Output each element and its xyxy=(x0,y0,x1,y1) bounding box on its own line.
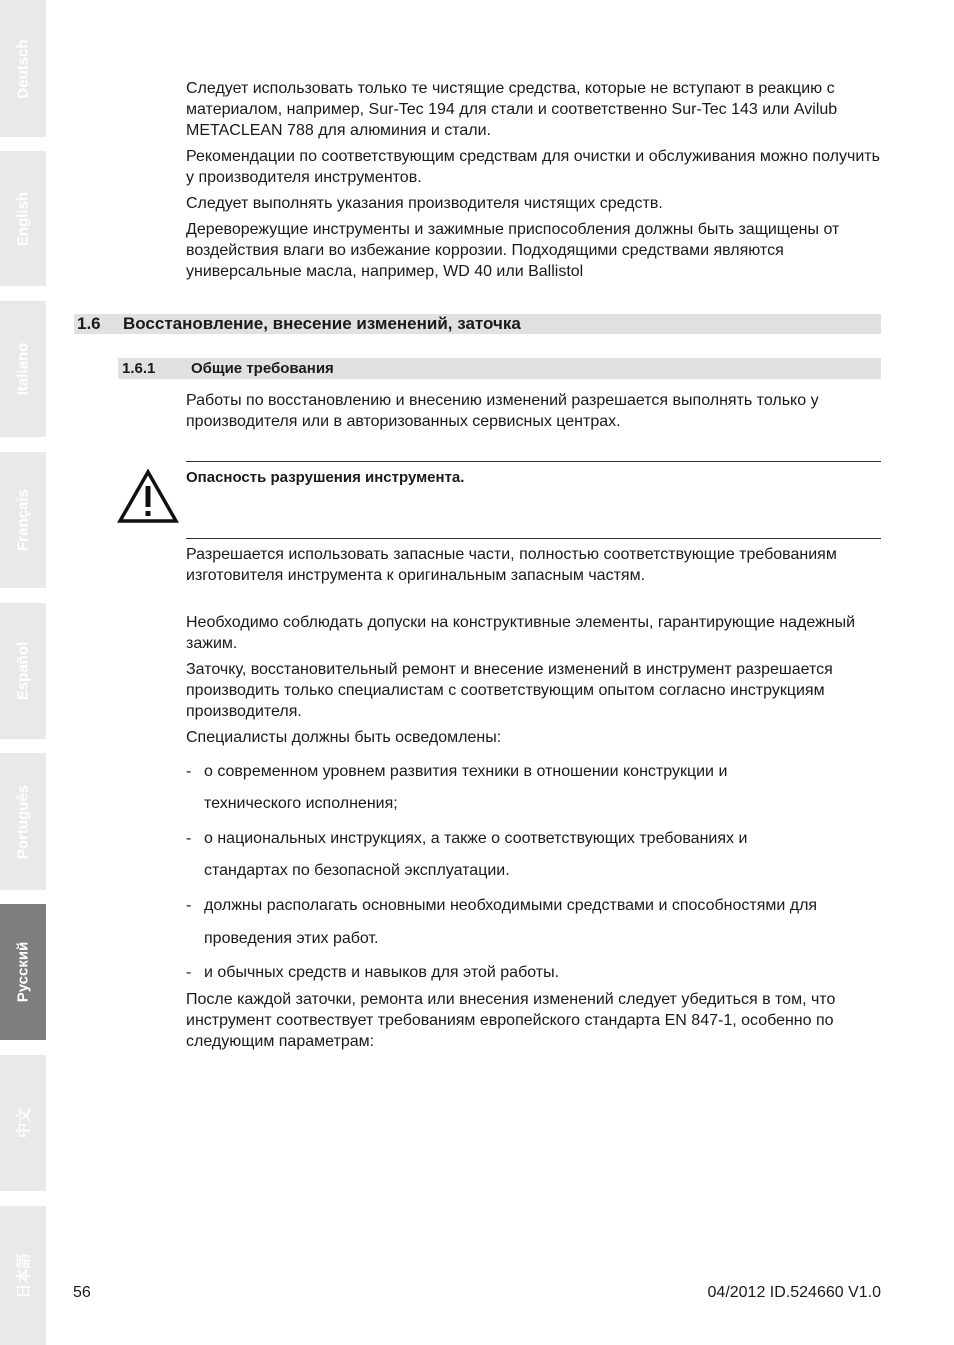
warning-title: Опасность разрушения инструмента. xyxy=(186,469,465,486)
tab-english[interactable]: English xyxy=(0,151,46,286)
subsection-intro: Работы по восстановлению и внесению изменений разрешается выполнять только у производителя или в авторизованных сервисных центрах. xyxy=(186,392,819,430)
subsection-title: Общие требования xyxy=(191,360,334,377)
tab-chinese[interactable]: 中文 xyxy=(0,1055,46,1191)
tab-japanese[interactable]: 日本語 xyxy=(0,1206,46,1345)
tab-portugues[interactable]: Português xyxy=(0,753,46,890)
bullet-text: о современном уровнем развития техники в отношении конструкции и xyxy=(204,763,728,780)
bullet-continuation: проведения этих работ. xyxy=(204,930,379,947)
section-number: 1.6 xyxy=(77,314,101,333)
bullet-text: должны располагать основными необходимыми средствами и способностями для xyxy=(204,897,818,914)
section-title: Восстановление, внесение изменений, заточка xyxy=(123,314,521,333)
bullet-text: и обычных средств и навыков для этой работы. xyxy=(204,964,560,981)
tab-deutsch[interactable]: Deutsch xyxy=(0,0,46,137)
intro-paragraph-1: Следует использовать только те чистящие средства, которые не вступают в реакцию с материалом, например, Sur-Tec 194 для стали и соответственно Sur-Tec 143 или Avilub METACLEAN 788 для алюминия и стали. xyxy=(186,80,838,139)
tab-russian[interactable]: Русский xyxy=(0,904,46,1040)
tab-espanol[interactable]: Español xyxy=(0,603,46,739)
bullet-continuation: стандартах по безопасной эксплуатации. xyxy=(204,862,510,879)
warning-bottom-rule xyxy=(186,538,881,539)
closing-paragraph: После каждой заточки, ремонта или внесения изменений следует убедиться в том, что инструмент соотвествует требованиям европейского стандарта EN 847-1, особенно по следующим параметрам: xyxy=(186,991,836,1050)
bullet-dash: - xyxy=(186,897,192,914)
tab-francais[interactable]: Français xyxy=(0,452,46,588)
section-heading xyxy=(74,314,881,334)
subsection-heading xyxy=(118,358,881,379)
document-id: 04/2012 ID.524660 V1.0 xyxy=(707,1284,881,1301)
body-paragraph-3: Специалисты должны быть осведомлены: xyxy=(186,729,502,746)
intro-paragraph-4: Дереворежущие инструменты и зажимные приспособления должны быть защищены от воздействия влаги во избежание коррозии. Подходящими средствами являются универсальные масла, например, WD 40 или Ballistol xyxy=(186,221,840,280)
intro-paragraph-3: Следует выполнять указания производителя чистящих средств. xyxy=(186,195,663,212)
warning-text: Разрешается использовать запасные части, полностью соответствующие требованиям изготовителя инструмента к оригинальным запасным частям. xyxy=(186,546,837,584)
warning-top-rule xyxy=(186,461,881,462)
page-number: 56 xyxy=(73,1284,91,1301)
bullet-dash: - xyxy=(186,964,192,981)
intro-paragraph-2: Рекомендации по соответствующим средствам для очистки и обслуживания можно получить у производителя инструментов. xyxy=(186,148,880,186)
body-paragraph-2: Заточку, восстановительный ремонт и внесение изменений в инструмент разрешается производить только специалистам с соответствующим опытом согласно инструкциям производителя. xyxy=(186,661,833,720)
language-sidebar xyxy=(0,0,46,1345)
bullet-continuation: технического исполнения; xyxy=(204,795,398,812)
warning-triangle-icon xyxy=(117,469,179,524)
tab-italiano[interactable]: Italiano xyxy=(0,301,46,437)
body-paragraph-1: Необходимо соблюдать допуски на конструктивные элементы, гарантирующие надежный зажим. xyxy=(186,614,856,652)
bullet-text: о национальных инструкциях, а также о соответствующих требованиях и xyxy=(204,830,748,847)
subsection-number: 1.6.1 xyxy=(122,360,156,377)
bullet-dash: - xyxy=(186,763,192,780)
bullet-dash: - xyxy=(186,830,192,847)
